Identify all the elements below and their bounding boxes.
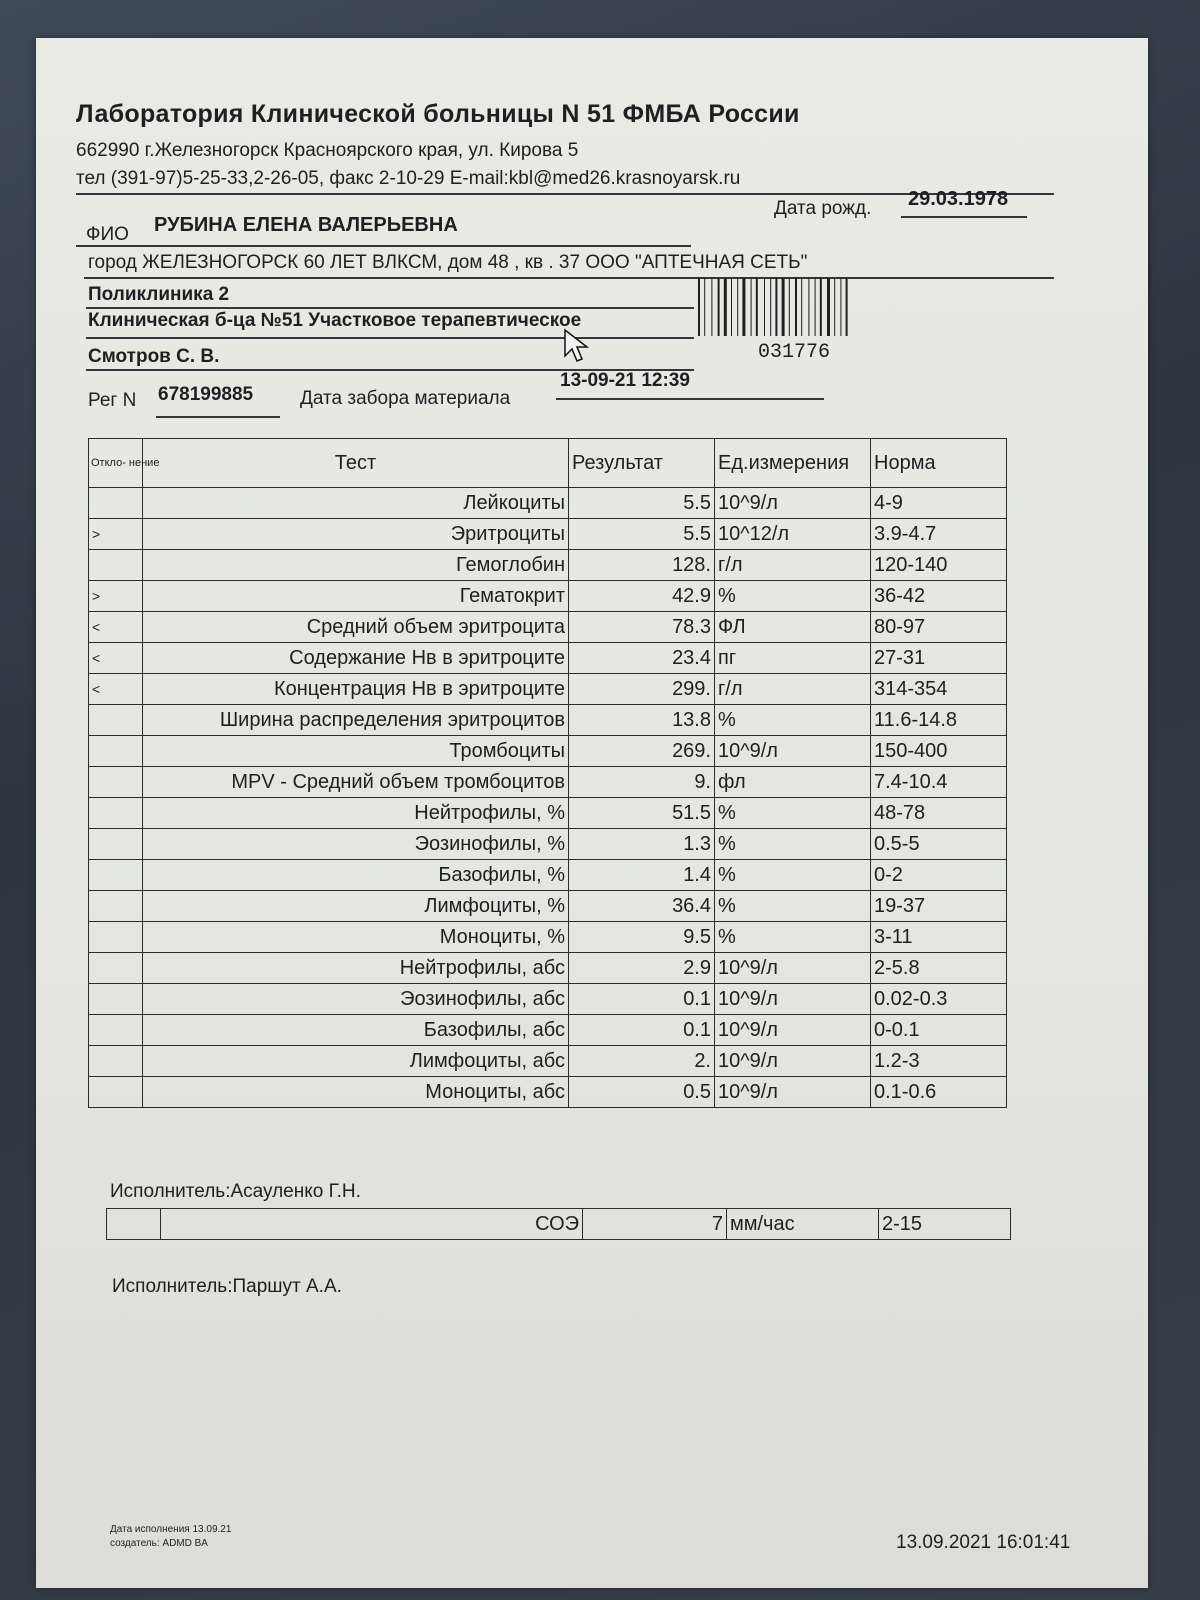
test-unit: 10^12/л (715, 519, 871, 550)
test-name: Нейтрофилы, абс (143, 953, 569, 984)
table-row (89, 953, 1007, 984)
test-norm: 0.5-5 (871, 829, 1007, 860)
divider (76, 245, 691, 247)
doctor-name: Смотров С. В. (88, 346, 220, 367)
test-norm: 48-78 (871, 798, 1007, 829)
table-row (89, 581, 1007, 612)
test-name: Лимфоциты, абс (143, 1046, 569, 1077)
test-norm: 3.9-4.7 (871, 519, 1007, 550)
test-result: 13.8 (569, 705, 715, 736)
lab-contacts: тел (391-97)5-25-33,2-26-05, факс 2-10-29 E-mail:kbl@med26.krasnoyarsk.ru (76, 168, 741, 189)
test-name: Нейтрофилы, % (143, 798, 569, 829)
test-norm: 11.6-14.8 (871, 705, 1007, 736)
test-result: 128. (569, 550, 715, 581)
test-name: MPV - Средний объем тромбоцитов (143, 767, 569, 798)
deviation-flag (89, 1077, 143, 1108)
table-row (89, 1077, 1007, 1108)
results-table (88, 438, 1007, 1108)
test-name: Средний объем эритроцита (143, 612, 569, 643)
divider (901, 216, 1027, 218)
test-name: Ширина распределения эритроцитов (143, 705, 569, 736)
test-name: Гематокрит (143, 581, 569, 612)
divider (556, 398, 824, 400)
divider (84, 277, 1054, 279)
sample-date: 13-09-21 12:39 (560, 370, 690, 391)
test-result: 0.5 (569, 1077, 715, 1108)
deviation-flag: < (89, 674, 143, 705)
test-result: 1.4 (569, 860, 715, 891)
test-unit: пг (715, 643, 871, 674)
dob-label: Дата рожд. (774, 198, 872, 219)
esr-table (106, 1208, 1011, 1240)
table-header-row (89, 439, 1007, 488)
test-norm: 1.2-3 (871, 1046, 1007, 1077)
deviation-flag (89, 488, 143, 519)
test-result: 51.5 (569, 798, 715, 829)
deviation-flag (89, 767, 143, 798)
test-norm: 150-400 (871, 736, 1007, 767)
test-result: 9.5 (569, 922, 715, 953)
test-result: 5.5 (569, 519, 715, 550)
deviation-flag (89, 860, 143, 891)
deviation-flag (89, 953, 143, 984)
test-name: Моноциты, абс (143, 1077, 569, 1108)
table-row (89, 922, 1007, 953)
fio-label: ФИО (86, 224, 129, 245)
test-result: 1.3 (569, 829, 715, 860)
test-name: Лейкоциты (143, 488, 569, 519)
test-name: Концентрация Нв в эритроците (143, 674, 569, 705)
sample-date-label: Дата забора материала (300, 388, 511, 409)
table-row (89, 1046, 1007, 1077)
test-result: 2.9 (569, 953, 715, 984)
table-row (107, 1209, 1011, 1240)
test-norm: 120-140 (871, 550, 1007, 581)
deviation-flag (89, 550, 143, 581)
test-unit: фл (715, 767, 871, 798)
test-norm: 0.1-0.6 (871, 1077, 1007, 1108)
test-unit: мм/час (727, 1209, 879, 1240)
test-norm: 0-0.1 (871, 1015, 1007, 1046)
test-name: Эозинофилы, % (143, 829, 569, 860)
test-norm: 27-31 (871, 643, 1007, 674)
test-unit: 10^9/л (715, 953, 871, 984)
barcode (696, 278, 908, 338)
table-row (89, 736, 1007, 767)
table-row (89, 519, 1007, 550)
clinic-name: Поликлиника 2 (88, 284, 230, 305)
barcode-number: 031776 (758, 341, 831, 364)
header-deviation: Откло- нение (89, 439, 143, 488)
deviation-flag (89, 798, 143, 829)
test-unit: 10^9/л (715, 1077, 871, 1108)
test-name: Лимфоциты, % (143, 891, 569, 922)
test-unit: 10^9/л (715, 1015, 871, 1046)
test-norm: 36-42 (871, 581, 1007, 612)
table-row (89, 488, 1007, 519)
table-row (89, 984, 1007, 1015)
test-result: 7 (583, 1209, 727, 1240)
test-unit: 10^9/л (715, 736, 871, 767)
table-row (89, 1015, 1007, 1046)
test-name: Содержание Нв в эритроците (143, 643, 569, 674)
patient-address: город ЖЕЛЕЗНОГОРСК 60 ЛЕТ ВЛКСМ, дом 48 , кв . 37 ООО "АПТЕЧНАЯ СЕТЬ" (88, 252, 808, 273)
test-unit: % (715, 581, 871, 612)
test-unit: % (715, 891, 871, 922)
test-result: 299. (569, 674, 715, 705)
table-row (89, 767, 1007, 798)
deviation-flag: < (89, 612, 143, 643)
test-name: Базофилы, абс (143, 1015, 569, 1046)
test-norm: 4-9 (871, 488, 1007, 519)
test-unit: % (715, 860, 871, 891)
test-unit: 10^9/л (715, 488, 871, 519)
test-result: 23.4 (569, 643, 715, 674)
test-unit: 10^9/л (715, 1046, 871, 1077)
lab-report-sheet (36, 38, 1148, 1588)
execution-date: Дата исполнения 13.09.21 (110, 1524, 232, 1535)
test-norm: 0-2 (871, 860, 1007, 891)
creator: создатель: ADMD BA (110, 1538, 208, 1549)
deviation-flag (89, 736, 143, 767)
deviation-flag (89, 984, 143, 1015)
patient-name: РУБИНА ЕЛЕНА ВАЛЕРЬЕВНА (154, 214, 458, 236)
executor-2: Исполнитель:Паршут А.А. (112, 1276, 342, 1297)
deviation-flag (89, 891, 143, 922)
deviation-flag: < (89, 643, 143, 674)
test-result: 0.1 (569, 1015, 715, 1046)
test-result: 2. (569, 1046, 715, 1077)
test-norm: 19-37 (871, 891, 1007, 922)
test-name: Эозинофилы, абс (143, 984, 569, 1015)
reg-number: 678199885 (158, 384, 254, 405)
table-row (89, 860, 1007, 891)
mouse-cursor-icon (563, 328, 589, 364)
table-row (89, 643, 1007, 674)
test-result: 36.4 (569, 891, 715, 922)
table-row (89, 829, 1007, 860)
dob-value: 29.03.1978 (908, 188, 1009, 210)
test-result: 0.1 (569, 984, 715, 1015)
department-name: Клиническая б-ца №51 Участковое терапевтическое (88, 310, 582, 331)
deviation-flag (89, 1046, 143, 1077)
deviation-flag (89, 829, 143, 860)
deviation-flag (107, 1209, 161, 1240)
test-name: Моноциты, % (143, 922, 569, 953)
test-unit: % (715, 922, 871, 953)
test-norm: 80-97 (871, 612, 1007, 643)
table-row (89, 674, 1007, 705)
test-result: 42.9 (569, 581, 715, 612)
test-norm: 314-354 (871, 674, 1007, 705)
test-name: Гемоглобин (143, 550, 569, 581)
test-unit: г/л (715, 674, 871, 705)
table-row (89, 612, 1007, 643)
reg-label: Рег N (88, 390, 137, 411)
test-name: Тромбоциты (143, 736, 569, 767)
print-timestamp: 13.09.2021 16:01:41 (896, 1532, 1071, 1553)
test-result: 5.5 (569, 488, 715, 519)
test-norm: 2-15 (879, 1209, 1011, 1240)
test-norm: 2-5.8 (871, 953, 1007, 984)
header-result: Результат (569, 439, 715, 488)
header-test: Тест (143, 439, 569, 488)
test-result: 78.3 (569, 612, 715, 643)
test-unit: 10^9/л (715, 984, 871, 1015)
divider (156, 416, 280, 418)
deviation-flag (89, 705, 143, 736)
test-norm: 0.02-0.3 (871, 984, 1007, 1015)
test-unit: г/л (715, 550, 871, 581)
test-name: Базофилы, % (143, 860, 569, 891)
test-unit: % (715, 829, 871, 860)
test-name: Эритроциты (143, 519, 569, 550)
lab-name: Лаборатория Клинической больницы N 51 ФМБА России (76, 100, 800, 128)
executor-1: Исполнитель:Асауленко Г.Н. (110, 1181, 361, 1202)
test-unit: % (715, 705, 871, 736)
header-unit: Ед.измерения (715, 439, 871, 488)
test-result: 269. (569, 736, 715, 767)
test-norm: 7.4-10.4 (871, 767, 1007, 798)
header-norm: Норма (871, 439, 1007, 488)
test-norm: 3-11 (871, 922, 1007, 953)
deviation-flag (89, 922, 143, 953)
divider (86, 307, 694, 309)
test-unit: % (715, 798, 871, 829)
lab-address: 662990 г.Железногорск Красноярского края, ул. Кирова 5 (76, 140, 579, 161)
table-row (89, 550, 1007, 581)
deviation-flag: > (89, 519, 143, 550)
deviation-flag (89, 1015, 143, 1046)
table-row (89, 705, 1007, 736)
deviation-flag: > (89, 581, 143, 612)
table-row (89, 891, 1007, 922)
test-unit: ФЛ (715, 612, 871, 643)
test-result: 9. (569, 767, 715, 798)
test-name: СОЭ (161, 1209, 583, 1240)
table-row (89, 798, 1007, 829)
divider (86, 337, 694, 339)
